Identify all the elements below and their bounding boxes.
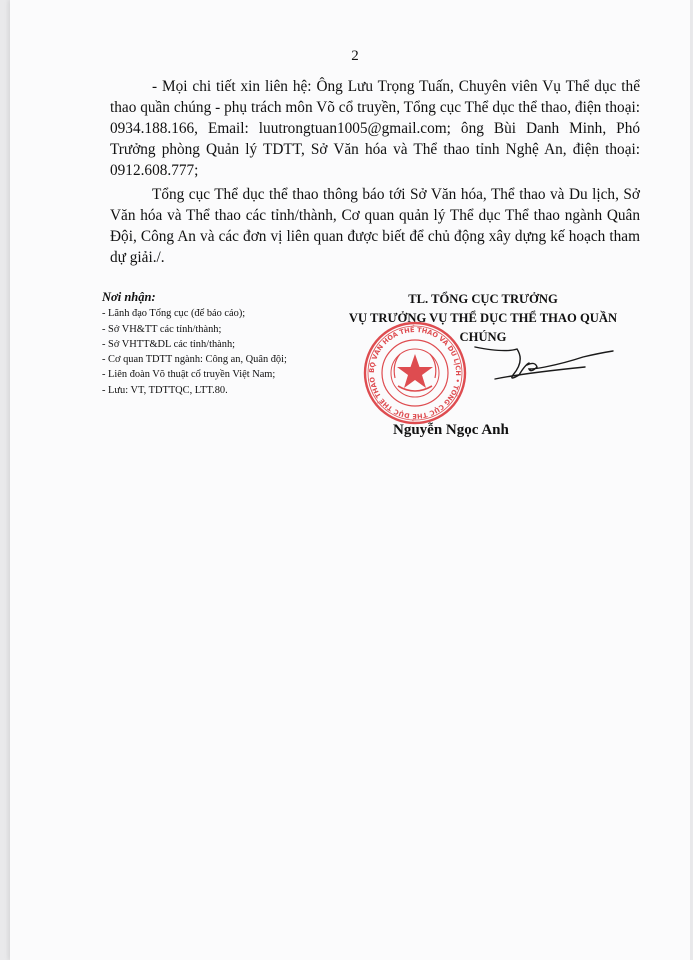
signature-subtitle: VỤ TRƯỞNG VỤ THỂ DỤC THỂ THAO QUẦN CHÚNG [348,311,618,344]
notice-paragraph [110,184,640,268]
handwritten-signature-icon [465,335,615,395]
official-seal-icon [362,320,468,426]
page-number: 2 [351,48,359,64]
recipients-list [102,306,362,398]
recipient-item: - Lưu: VT, TDTTQC, LTT.80. [102,384,228,396]
recipient-item: - Cơ quan TDTT ngành: Công an, Quân đội; [102,354,287,366]
recipient-item: - Lãnh đạo Tổng cục (để báo cáo); [102,308,246,320]
notice-paragraph-text: Tổng cục Thể dục thể thao thông báo tới Sở Văn hóa, Thể thao và Du lịch, Sở Văn hóa và Thể thao các tỉnh/thành, Cơ quan quản lý Thể dục Thể thao ngành Quân Đội, Công An và các đơn vị liên quan được biết để chủ động xây dựng kế hoạch tham dự giải./. [110,186,640,266]
recipient-item: - Sở VH&TT các tỉnh/thành; [102,323,222,335]
document-page [10,0,690,960]
seal-text: BỘ VĂN HÓA THỂ THAO VÀ DU LỊCH • TỔNG CỤC THỂ DỤC THỂ THAO [367,325,463,421]
recipients-block [102,290,362,398]
contact-paragraph [110,76,640,181]
recipients-heading: Nơi nhận: [102,290,156,304]
recipient-item: - Sở VHTT&DL các tỉnh/thành; [102,338,236,350]
signature-title: TL. TỔNG CỤC TRƯỞNG [408,292,558,306]
recipient-item: - Liên đoàn Võ thuật cổ truyền Việt Nam; [102,369,276,381]
contact-paragraph-text: - Mọi chi tiết xin liên hệ: Ông Lưu Trọng Tuấn, Chuyên viên Vụ Thể dục thể thao quần chúng - phụ trách môn Võ cổ truyền, Tổng cục Thể dục thể thao, điện thoại: 0934.188.166, Email: luutrongtuan1005@gmail.com; ông Bùi Danh Minh, Phó Trưởng phòng Quản lý TDTT, Sở Văn hóa và Thể thao tỉnh Nghệ An, điện thoại: 0912.608.777; [110,78,640,179]
signer-name: Nguyễn Ngọc Anh [393,422,509,438]
